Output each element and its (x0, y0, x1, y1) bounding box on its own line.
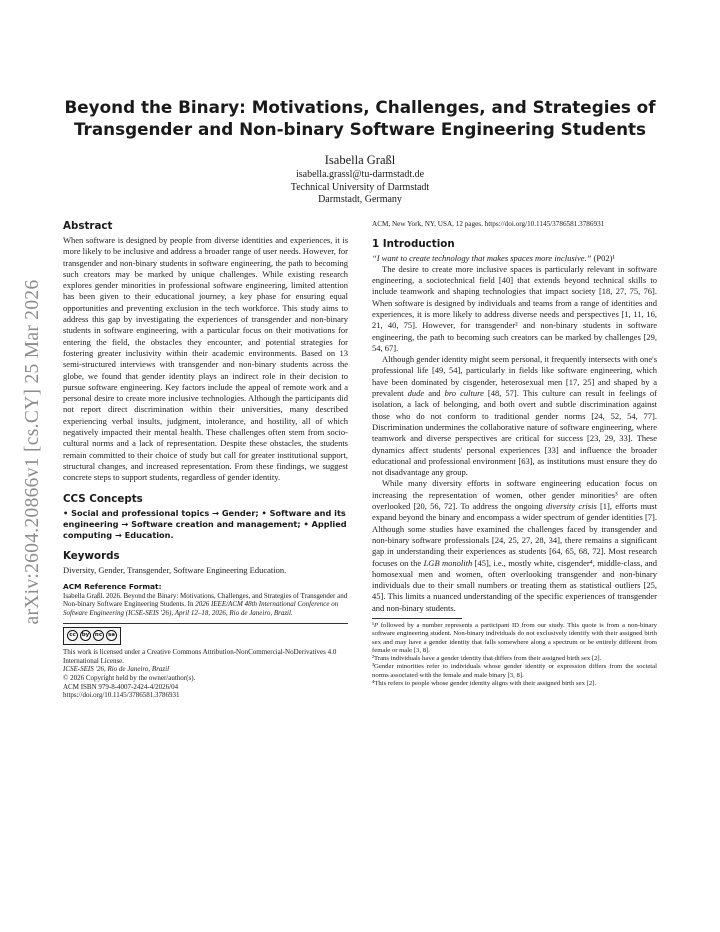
footnote-1-p: P (374, 622, 379, 629)
license-isbn: ACM ISBN 979-8-4007-2424-4/2026/04 (63, 682, 179, 691)
intro-paragraph-1: The desire to create more inclusive spaces is particularly relevant in software engineering, a sociotechnical field [40] that extends beyond technical skills to include teamwork and shaping technologies that impact society [18, 27, 75, 76]. When software is designed by individuals and teams from a range of identities and experiences, it is more likely to address diverse needs and perspectives [1, 11, 16, 21, 40, 75]. However, for transgender² and non-binary students in software engineering, the path to becoming such creators can be marked by challenges [29, 54, 67]. (372, 263, 657, 353)
acm-ref-body: Isabella Graßl. 2026. Beyond the Binary: Motivations, Challenges, and Strategies of Transgender and Non-binary Software Engineering Students. In (63, 591, 348, 609)
author-email[interactable]: isabella.grassl@tu-darmstadt.de (295, 169, 425, 180)
cc-license-badge[interactable] (63, 627, 121, 645)
acm-ref-heading: ACM Reference Format: (63, 581, 162, 591)
intro-p2-end: [48, 57]. This culture can result in feelings of isolation, a lack of belonging, and both overt and subtle discrimination against those who do not conform to traditional gender norms [24, 52, 54, 77]. Discrimination undermines the collaborative nature of software engineering, where teamwork and diverse perspectives are critical for success [23, 29, 33]. These dynamics affect students' personal experiences [33] and influence the broader educational and professional environment [63], as institutions must ensure they do not disadvantage any group. (372, 388, 657, 478)
intro-paragraph-2 (372, 354, 657, 478)
arxiv-id[interactable]: arXiv:2604.20866v1 [cs.CY] 25 Mar 2026 (22, 279, 43, 625)
author-affiliation: Technical University of Darmstadt (290, 181, 430, 193)
keywords-text: Diversity, Gender, Transgender, Software Engineering Education. (63, 565, 287, 576)
abstract-heading: Abstract (63, 220, 113, 232)
intro-p2-start: Although gender identity might seem personal, it frequently intersects with one's professional life [49, 54], particularly in fields like software engineering, which have been dominated by cisgender, heterosexual men [17, 25] and shaped by a prevalent (372, 354, 657, 399)
footnote-3: ³Gender minorities refer to individuals whose gender identity or expression differs from the societal norms associated with the female and male binary [3, 8]. (372, 663, 657, 679)
ccs-heading: CCS Concepts (63, 492, 143, 505)
by-icon: by (80, 630, 91, 641)
intro-quote (372, 253, 657, 264)
ccs-text: • Social and professional topics → Gender; • Software and its engineering → Software creation and management; • Applied computing → Education. (63, 507, 347, 541)
intro-p2-dude: dude (407, 388, 425, 399)
license-copyright: © 2026 Copyright held by the owner/author(s). (63, 673, 196, 682)
abstract-text: When software is designed by people from diverse identities and experiences, it is more likely to be inclusive and address a broader range of user needs. However, for transgender and non-binary students in software engineering, the path to becoming such creators may be marked by unique challenges. While existing research explores gender minorities in professional software engineering, limited attention has been given to their educational journey, a key phase for ensuring equal opportunities and preventing exclusion in the tech workforce. This study aims to address this gap by investigating the experiences of transgender and non-binary students in software engineering, with a particular focus on their motivations for entering the field, the obstacles they encounter, and potential strategies for fostering greater inclusivity within their academic environments. Based on 13 semi-structured interviews with transgender and non-binary students across the globe, we found that gender identity plays an indirect role in their decision to pursue software engineering. Key factors include the appeal of remote work and a personal desire to create more inclusive technologies. Although the participants did not report direct discrimination within their universities, many described experiencing verbal insults, judgment, intolerance, and hostility, all of which negatively impacted their mental health. These challenges often stem from socio-cultural norms and a lack of representation. Despite these obstacles, the students remain committed to their choice of study but call for greater institutional support, structural changes, and increased representation. From these findings, we suggest concrete steps to support students, regardless of gender identity. (63, 235, 348, 483)
license-text[interactable]: This work is licensed under a Creative Commons Attribution-NonCommercial-NoDerivatives 4.0 International License. (63, 647, 337, 665)
nc-icon: nc (93, 630, 104, 641)
cc-icon: cc (67, 630, 78, 641)
author-location: Darmstadt, Germany (318, 194, 402, 205)
intro-heading: 1 Introduction (372, 237, 455, 250)
intro-p3-mid: [1], efforts must expand beyond the binary and encompass a wider spectrum of gender identities [7]. Although some studies have examined the challenges faced by transgender and non-binary software professionals [24, 25, 27, 28, 34], there remains a significant gap in understanding their experiences as students [64, 65, 68, 72]. Most research focuses on the (372, 501, 657, 568)
intro-p2-bro: bro culture (444, 388, 484, 399)
right-column (372, 220, 657, 688)
intro-p3-lgb: LGB monolith (423, 557, 473, 568)
footnote-1-text: followed by a number represents a participant ID from our study. This quote is from a non-binary software engineering student. Non-binary individuals do not exclusively identify with their assigned birth sex and may have a gender identity that falls somewhere along a spectrum or be entirely different from female or male [3, 8]. (372, 622, 657, 654)
keywords-heading: Keywords (63, 550, 120, 563)
sa-icon: sa (106, 630, 117, 641)
license-doi[interactable]: https://doi.org/10.1145/3786581.3786931 (63, 691, 180, 700)
acm-ref-venue: 2026 IEEE/ACM 48th International Conference on Software Engineering (ICSE-SEIS '26), April 12–18, 2026, Rio de Janeiro, Brazil. (63, 600, 339, 618)
intro-p3-start: While many diversity efforts in software engineering education focus on increasing the representation of women, other gender minorities³ are often overlooked [20, 56, 72]. To address the ongoing (372, 478, 657, 512)
license-venue: ICSE-SEIS '26, Rio de Janeiro, Brazil (63, 665, 170, 674)
arxiv-stamp (21, 252, 45, 652)
footnote-4: ⁴This refers to people whose gender identity aligns with their assigned birth sex [2]. (372, 680, 597, 688)
intro-p3-crisis: diversity crisis (545, 501, 597, 512)
acm-ref-tail[interactable]: ACM, New York, NY, USA, 12 pages. https://doi.org/10.1145/3786581.3786931 (372, 220, 605, 228)
footnote-divider (372, 618, 462, 619)
intro-p2-and: and (424, 388, 445, 399)
footnote-2: ²Trans individuals have a gender identity that differs from their assigned birth sex [2]. (372, 655, 602, 663)
author-block (160, 152, 560, 207)
author-name: Isabella Graßl (324, 153, 396, 167)
paper-title: Beyond the Binary: Motivations, Challenges, and Strategies of Transgender and Non-binary Software Engineering Students (64, 97, 656, 139)
left-column (63, 220, 348, 700)
intro-quote-tag: (P02)¹ (591, 252, 615, 263)
footnote-1 (372, 622, 657, 655)
footnote-1-mark: ¹ (372, 622, 375, 629)
intro-quote-text: “I want to create technology that makes spaces more inclusive.” (372, 252, 592, 263)
acm-ref-text (63, 592, 348, 618)
intro-paragraph-3 (372, 478, 657, 614)
license-divider (63, 623, 348, 624)
intro-p3-end: [45], i.e., mostly white, cisgender⁴, middle-class, and homosexual men and women, often overlooking transgender and non-binary individuals due to their small numbers or treating them as statistical outliers [25, 45]. This limits a nuanced understanding of the specific experiences of transgender and non-binary students. (372, 557, 658, 613)
